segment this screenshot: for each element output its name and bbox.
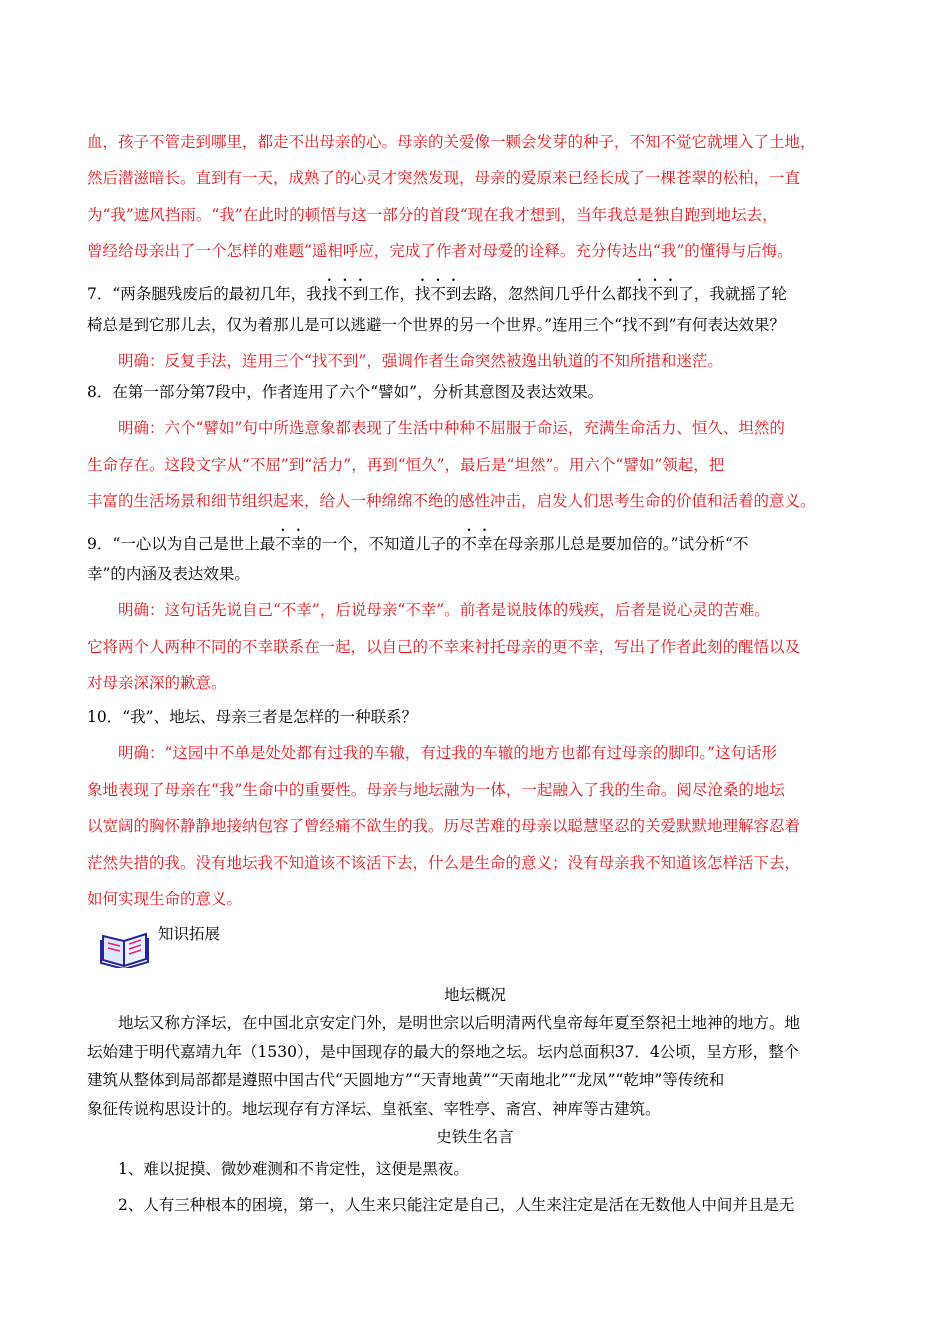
- q7-emphasis-3: 找不到: [631, 285, 679, 303]
- q7-text-g: 了，我就摇了轮: [678, 285, 787, 303]
- q8-answer-line1: 明确：六个“譬如”句中所选意象都表现了生活中种种不屈服于命运，充满生命活力、恒久、坦然的: [118, 419, 785, 437]
- q8-question: 8．在第一部分第7段中，作者连用了六个“譬如”，分析其意图及表达效果。: [87, 383, 604, 401]
- section-heading: 知识拓展: [158, 925, 221, 943]
- q9-text-c: 的一个，不知道儿子的: [306, 535, 462, 553]
- q9-answer-line1: 明确：这句话先说自己“不幸”，后说母亲“不幸”。前者是说肢体的残疾，后者是说心灵的苦难。: [118, 601, 770, 619]
- q9-emphasis-1: 不幸: [275, 535, 307, 553]
- quote-item-2: 2、人有三种根本的困境，第一，人生来只能注定是自己，人生来注定是活在无数他人中间并且是无: [118, 1196, 795, 1214]
- quotes-title: 史铁生名言: [436, 1128, 514, 1146]
- q9-emphasis-2: 不幸: [461, 535, 493, 553]
- q7-text-c: 工作，: [368, 285, 415, 303]
- q8-answer-line2: 生命存在。这段文字从“不屈”到“活力”，再到“恒久”，最后是“坦然”。用六个“譬如”领起，把: [87, 456, 725, 474]
- q7-line2: 椅总是到它那儿去，仅为着那儿是可以逃避一个世界的另一个世界。”连用三个“找不到”有何表达效果？: [87, 316, 786, 334]
- q10-answer-line1: 明确：“这园中不单是处处都有过我的车辙，有过我的车辙的地方也都有过母亲的脚印。”这句话形: [118, 744, 778, 762]
- q10-question: 10．“我”、地坛、母亲三者是怎样的一种联系？: [87, 708, 418, 726]
- answer6-line3: 为“我”遮风挡雨。“我”在此时的顿悟与这一部分的首段“现在我才想到，当年我总是独自跑到地坛去，: [87, 206, 778, 224]
- answer6-line1: 血，孩子不管走到哪里，都走不出母亲的心。母亲的关爱像一颗会发芽的种子，不知不觉它就埋入了土地，: [87, 133, 816, 151]
- q10-answer-line2: 象地表现了母亲在“我”生命中的重要性。母亲与地坛融为一体，一起融入了我的生命。阅尽沧桑的地坛: [87, 781, 785, 799]
- q9-line2: 幸”的内涵及表达效果。: [87, 565, 250, 583]
- quote-item-1: 1、难以捉摸、微妙难测和不肯定性，这便是黑夜。: [118, 1160, 469, 1178]
- ditan-title: 地坛概况: [443, 986, 506, 1004]
- answer6-line4: 曾经给母亲出了一个怎样的难题”遥相呼应，完成了作者对母爱的诠释。充分传达出“我”的懂得与后悔。: [87, 242, 793, 260]
- q10-answer-line5: 如何实现生命的意义。: [87, 890, 243, 908]
- q9-text-e: 在母亲那儿总是要加倍的。”试分析“不: [492, 535, 749, 553]
- q7-answer: 明确：反复手法，连用三个“找不到”，强调作者生命突然被逸出轨道的不知所措和迷茫。: [118, 352, 723, 370]
- q10-answer-line3: 以宽阔的胸怀静静地接纳包容了曾经痛不欲生的我。历尽苦难的母亲以聪慧坚忍的关爱默默地理解容忍着: [87, 817, 801, 835]
- q7-line1: [87, 276, 867, 304]
- q7-text-a: 7．“两条腿残废后的最初几年，我: [87, 285, 322, 303]
- q9-answer-line2: 它将两个人两种不同的不幸联系在一起，以自己的不幸来衬托母亲的更不幸，写出了作者此刻的醒悟以及: [87, 638, 801, 656]
- q9-text-a: 9．“一心以为自己是世上最: [87, 535, 276, 553]
- q9-line1: [87, 526, 867, 554]
- q7-emphasis-1: 找不到: [321, 285, 369, 303]
- ditan-line3: 建筑从整体到局部都是遵照中国古代“天圆地方”“天青地黄”“天南地北”“龙凤”“乾坤”等传统和: [87, 1071, 725, 1089]
- open-book-icon: [100, 926, 150, 968]
- q8-answer-line3: 丰富的生活场景和细节组织起来，给人一种绵绵不绝的感性冲击，启发人们思考生命的价值和活着的意义。: [87, 492, 816, 510]
- ditan-line4: 象征传说构思设计的。地坛现存有方泽坛、皇祇室、宰牲亭、斋宫、神库等古建筑。: [87, 1100, 661, 1118]
- ditan-line1: 地坛又称方泽坛，在中国北京安定门外，是明世宗以后明清两代皇帝每年夏至祭祀土地神的地方。地: [118, 1014, 801, 1032]
- q10-answer-line4: 茫然失措的我。没有地坛我不知道该不该活下去，什么是生命的意义；没有母亲我不知道该怎样活下去，: [87, 854, 801, 872]
- q9-answer-line3: 对母亲深深的歉意。: [87, 674, 227, 692]
- q7-text-e: 去路，忽然间几乎什么都: [461, 285, 632, 303]
- answer6-line2: 然后潜滋暗长。直到有一天，成熟了的心灵才突然发现，母亲的爱原来已经长成了一棵苍翠的松柏，一直: [87, 169, 801, 187]
- ditan-line2: 坛始建于明代嘉靖九年（1530），是中国现存的最大的祭地之坛。坛内总面积37．4公顷，呈方形，整个: [87, 1043, 800, 1061]
- q7-emphasis-2: 找不到: [414, 285, 462, 303]
